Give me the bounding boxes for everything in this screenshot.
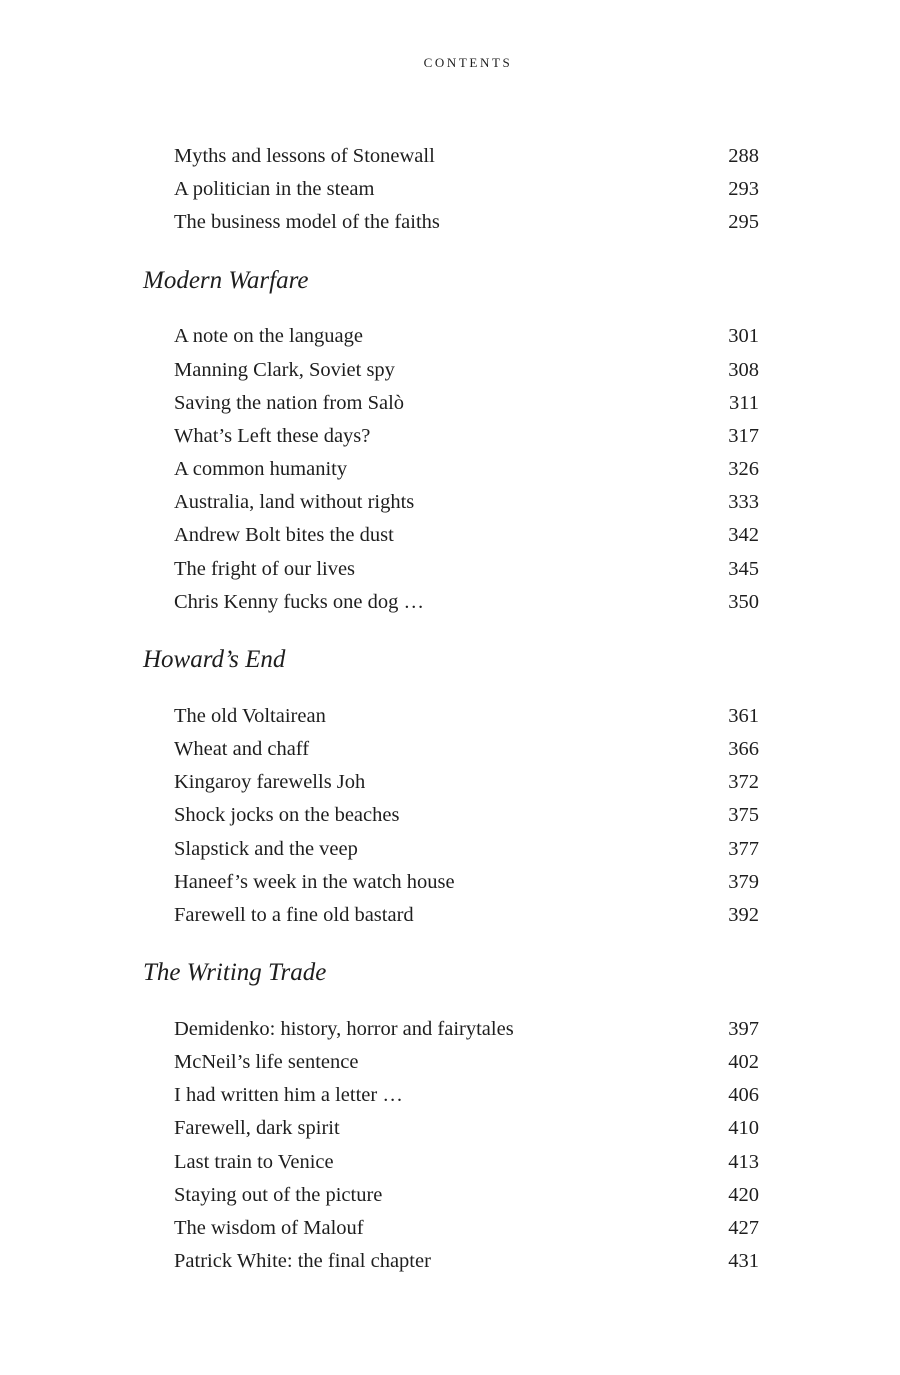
toc-entry-page-number: 379 — [728, 870, 759, 893]
toc-entry-page-number: 308 — [728, 358, 759, 381]
toc-entry — [0, 553, 900, 586]
toc-entry — [0, 766, 900, 799]
toc-section — [0, 140, 900, 240]
toc-entry-list — [0, 1013, 900, 1279]
toc-entry — [0, 320, 900, 353]
toc-entry-page-number: 288 — [728, 145, 759, 167]
toc-entry-list — [0, 320, 900, 619]
toc-entry — [0, 733, 900, 766]
toc-entry-title: Andrew Bolt bites the dust — [174, 524, 394, 547]
toc-entry-title: Myths and lessons of Stonewall — [174, 145, 435, 167]
toc-section — [0, 262, 900, 619]
toc-entry — [0, 1212, 900, 1245]
toc-entry — [0, 519, 900, 552]
toc-entry-title: Saving the nation from Salò — [174, 391, 405, 414]
toc-entry-page-number: 345 — [728, 557, 759, 580]
toc-entry — [0, 1245, 900, 1278]
toc-entry-page-number: 342 — [728, 524, 759, 547]
toc-entry — [0, 387, 900, 420]
toc-section — [0, 954, 900, 1278]
toc-entry — [0, 1013, 900, 1046]
toc-entry-page-number: 420 — [728, 1183, 759, 1206]
toc-section — [0, 641, 900, 932]
toc-entry-title: The wisdom of Malouf — [174, 1216, 364, 1239]
toc-entry-page-number: 406 — [728, 1084, 759, 1107]
toc-entry-page-number: 377 — [728, 837, 759, 860]
toc-entry-list — [0, 700, 900, 932]
toc-entry — [0, 833, 900, 866]
toc-entry-page-number: 361 — [728, 704, 759, 727]
toc-entry — [0, 586, 900, 619]
toc-entry-title: Haneef’s week in the watch house — [174, 870, 455, 893]
toc-entry-title: Staying out of the picture — [174, 1183, 383, 1206]
toc-entry-list — [0, 140, 900, 240]
toc-entry — [0, 354, 900, 387]
toc-entry — [0, 1146, 900, 1179]
toc-entry-title: What’s Left these days? — [174, 424, 371, 447]
toc-entry-page-number: 431 — [728, 1250, 759, 1273]
toc-entry-title: Patrick White: the final chapter — [174, 1250, 431, 1273]
toc-entry-page-number: 295 — [728, 211, 759, 234]
toc-entry-page-number: 410 — [728, 1117, 759, 1140]
toc-entry-title: Kingaroy farewells Joh — [174, 771, 366, 794]
toc-entry-page-number: 311 — [729, 391, 759, 414]
toc-entry-title: I had written him a letter … — [174, 1084, 403, 1107]
toc-entry — [0, 700, 900, 733]
toc-entry-title: A politician in the steam — [174, 178, 375, 201]
toc-entry-title: Manning Clark, Soviet spy — [174, 358, 395, 381]
toc-entry-page-number: 293 — [728, 178, 759, 201]
toc-entry-title: Slapstick and the veep — [174, 837, 358, 860]
toc-entry-page-number: 372 — [728, 771, 759, 794]
toc-entry-title: The fright of our lives — [174, 557, 356, 580]
toc-entry-title: Farewell to a fine old bastard — [174, 903, 414, 926]
toc-entry — [0, 799, 900, 832]
toc-entry-title: The old Voltairean — [174, 704, 326, 727]
toc-entry-page-number: 326 — [728, 458, 759, 481]
toc-entry — [0, 1079, 900, 1112]
toc-entry — [0, 453, 900, 486]
toc-entry-title: Farewell, dark spirit — [174, 1117, 340, 1140]
toc-entry-page-number: 317 — [728, 424, 759, 447]
toc-entry-page-number: 350 — [728, 590, 759, 613]
toc-entry-title: Australia, land without rights — [174, 491, 415, 514]
toc-entry-page-number: 375 — [728, 804, 759, 827]
toc-entry-title: The business model of the faiths — [174, 211, 440, 234]
section-title: Modern Warfare — [143, 266, 309, 294]
toc-entry-title: Wheat and chaff — [174, 737, 310, 760]
toc-entry — [0, 899, 900, 932]
toc-entry — [0, 1112, 900, 1145]
toc-entry-title: A note on the language — [174, 325, 364, 348]
toc-entry-title: Last train to Venice — [174, 1150, 334, 1173]
toc-entry — [0, 420, 900, 453]
toc-entry-title: Demidenko: history, horror and fairytales — [174, 1017, 514, 1040]
toc-entry-title: Chris Kenny fucks one dog … — [174, 590, 424, 613]
toc-entry — [0, 140, 900, 173]
toc-entry — [0, 1046, 900, 1079]
toc-entry-page-number: 402 — [728, 1051, 759, 1073]
toc-entry — [0, 173, 900, 206]
toc-entry-page-number: 366 — [728, 737, 759, 760]
toc-entry — [0, 486, 900, 519]
section-title: The Writing Trade — [143, 959, 327, 987]
toc-entry-page-number: 413 — [728, 1150, 759, 1173]
toc-entry-page-number: 392 — [728, 903, 759, 926]
toc-entry-page-number: 301 — [728, 325, 759, 348]
toc-entry — [0, 1179, 900, 1212]
toc-entry-title: Shock jocks on the beaches — [174, 804, 400, 827]
toc-entry-page-number: 333 — [728, 491, 759, 514]
running-head: CONTENTS — [423, 55, 513, 70]
toc-entry-page-number: 427 — [728, 1216, 759, 1239]
toc-entry-title: A common humanity — [174, 458, 348, 481]
toc-entry-page-number: 397 — [728, 1017, 759, 1040]
toc-entry — [0, 866, 900, 899]
toc-entry-title: McNeil’s life sentence — [174, 1051, 359, 1073]
section-title: Howard’s End — [143, 646, 286, 673]
toc-entry — [0, 206, 900, 239]
table-of-contents — [0, 140, 900, 1278]
